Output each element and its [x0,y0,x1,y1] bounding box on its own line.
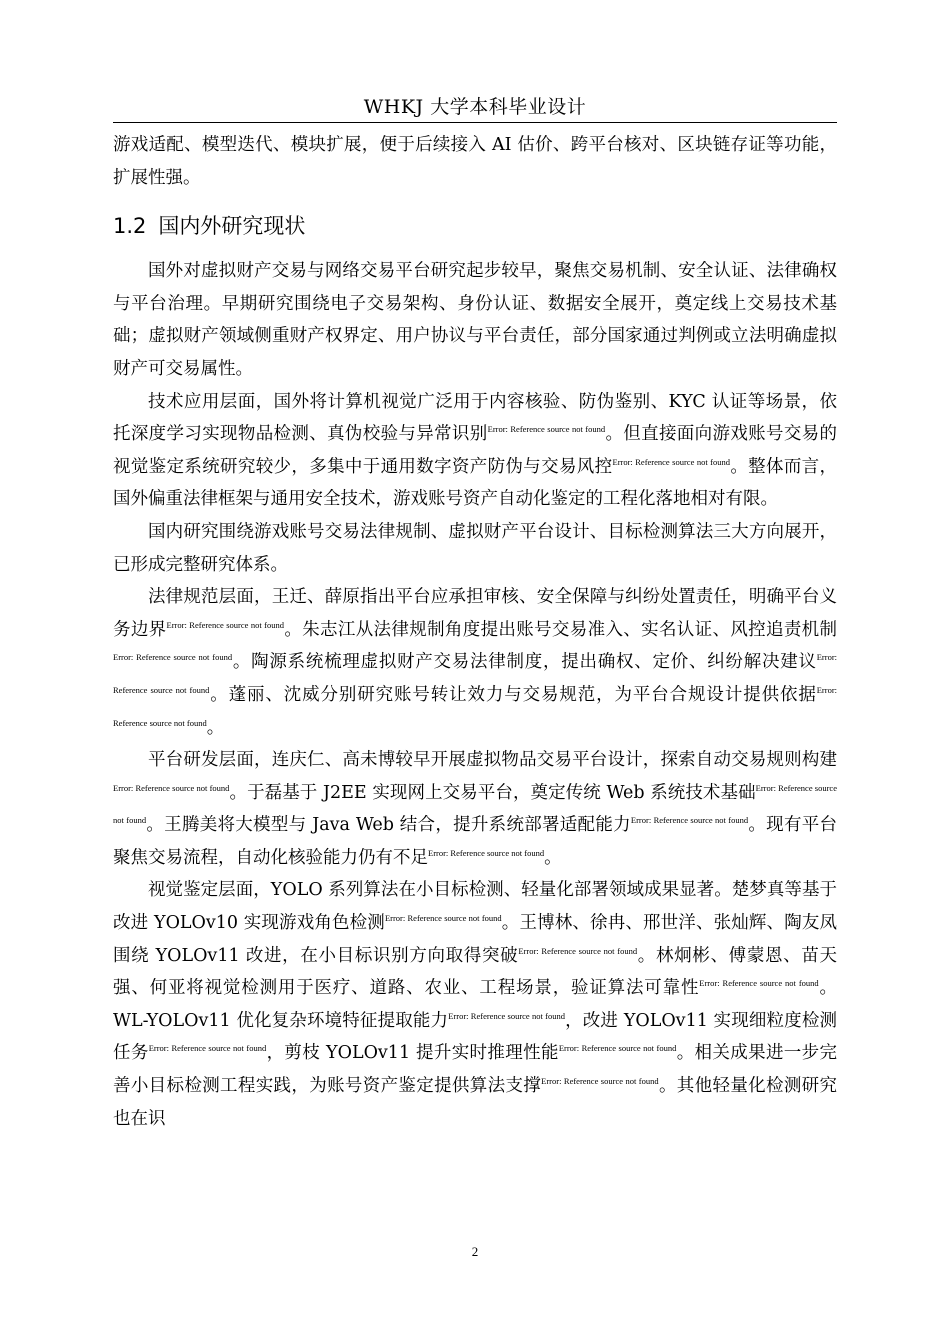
paragraph-platform [113,744,837,874]
paragraph-text: 。其他轻量化检测研究也在识 [113,1076,838,1129]
paragraph-text: 。陶源系统梳理虚拟财产交易法律制度，提出确权、定价、纠纷解决建议 [232,652,817,673]
paragraph-text: 。王腾美将大模型与 Java Web 结合，提升系统部署适配能力 [146,815,631,836]
paragraph-continuation [113,129,837,194]
reference-error: Error: Reference source not found [518,945,638,956]
header-rule [113,122,837,123]
paragraph-text: 。于磊基于 J2EE 实现网上交易平台，奠定传统 Web 系统技术基础 [229,782,756,803]
reference-error: Error: Reference source not found [699,978,819,989]
reference-error: Error: Reference source not found [630,815,749,826]
paragraph-legal [113,581,837,744]
section-heading [113,211,837,241]
paragraph-text: 。朱志江从法律规制角度提出账号交易准入、实名认证、风控追责机制 [284,619,838,640]
reference-error: Error: Reference source not found [113,684,838,728]
document-body [113,129,837,1135]
paragraph-text: 法律规范层面，王迁、薛原指出平台应承担审核、安全保障与纠纷处置责任，明确平台义务边界 [113,587,837,640]
reference-error: Error: Reference source not found [612,456,730,467]
reference-error: Error: Reference source not found [148,1043,267,1054]
paragraph-text: 。王博林、徐冉、邢世洋、张灿辉、陶友凤围绕 YOLOv11 改进，在小目标识别方向取得突破 [113,913,837,966]
reference-error: Error: Reference source not found [113,782,230,793]
paragraph-text: 。但直接面向游戏账号交易的视觉鉴定系统研究较少，多集中于通用数字资产防伪与交易风控 [113,424,838,477]
paragraph-text: 视觉鉴定层面，YOLO 系列算法在小目标检测、轻量化部署领域成果显著。楚梦真等基于改进 YOLOv10 实现游戏角色检测 [113,880,837,934]
paragraph-text: 。整体而言，国外偏重法律框架与通用安全技术，游戏账号资产自动化鉴定的工程化落地相对有限。 [113,456,838,510]
paragraph-text: 。 [544,847,562,868]
paragraph-text: 技术应用层面，国外将计算机视觉广泛用于内容核验、防伪鉴别、KYC 认证等场景，依托深度学习实现物品检测、真伪校验与异常识别 [113,391,837,445]
paragraph-foreign-tech [113,386,837,516]
paragraph-text: 。相关成果进一步完善小目标检测工程实践，为账号资产鉴定提供算法支撑 [113,1043,838,1097]
paragraph-domestic-overview [113,516,837,581]
paragraph-text: 平台研发层面，连庆仁、高未博较早开展虚拟物品交易平台设计，探索自动交易规则构建 [148,750,837,771]
paragraph-text: 。现有平台聚焦交易流程，自动化核验能力仍有不足 [113,815,838,868]
paragraph-text: ，改进 YOLOv11 实现细粒度检测任务 [113,1010,837,1064]
paragraph-vision [113,874,837,1135]
paragraph-text: 游戏适配、模型迭代、模块扩展，便于后续接入 AI 估价、跨平台核对、区块链存证等功能，扩展性强。 [113,135,837,188]
reference-error: Error: Reference source not found [448,1010,565,1021]
paragraph-foreign-overview [113,255,837,385]
reference-error: Error: Reference source not found [113,782,837,826]
paragraph-text: 。蓬丽、沈威分别研究账号转让效力与交易规范，为平台合规设计提供依据 [209,684,817,705]
section-title: 国内外研究现状 [158,214,306,239]
paragraph-text: 国外对虚拟财产交易与网络交易平台研究起步较早，聚焦交易机制、安全认证、法律确权与平台治理。早期研究围绕电子交易架构、身份认证、数据安全展开，奠定线上交易技术基础；虚拟财产领域侧重财产权界定、用户协议与平台责任，部分国家通过判例或立法明确虚拟财产可交易属性。 [113,261,837,379]
reference-error: Error: Reference source not found [428,847,545,858]
page-number: 2 [471,1244,479,1259]
paragraph-text: 。WL-YOLOv11 优化复杂环境特征提取能力 [113,978,838,1031]
reference-error: Error: Reference source not found [384,913,502,924]
reference-error: Error: Reference source not found [166,619,285,630]
reference-error: Error: Reference source not found [113,652,838,695]
section-number: 1.2 [113,214,147,239]
reference-error: Error: Reference source not found [541,1076,659,1087]
reference-error: Error: Reference source not found [113,652,233,663]
paragraph-text: 。林炯彬、傅蒙恩、苗天强、何亚将视觉检测用于医疗、道路、农业、工程场景，验证算法可靠性 [113,945,837,999]
reference-error: Error: Reference source not found [558,1043,677,1054]
page-header: WHKJ 大学本科毕业设计 [363,96,587,118]
paragraph-text: 。 [206,717,225,738]
reference-error: Error: Reference source not found [487,424,606,435]
paragraph-text: 国内研究围绕游戏账号交易法律规制、虚拟财产平台设计、目标检测算法三大方向展开，已形成完整研究体系。 [113,521,837,575]
paragraph-text: ，剪枝 YOLOv11 提升实时推理性能 [266,1043,559,1064]
